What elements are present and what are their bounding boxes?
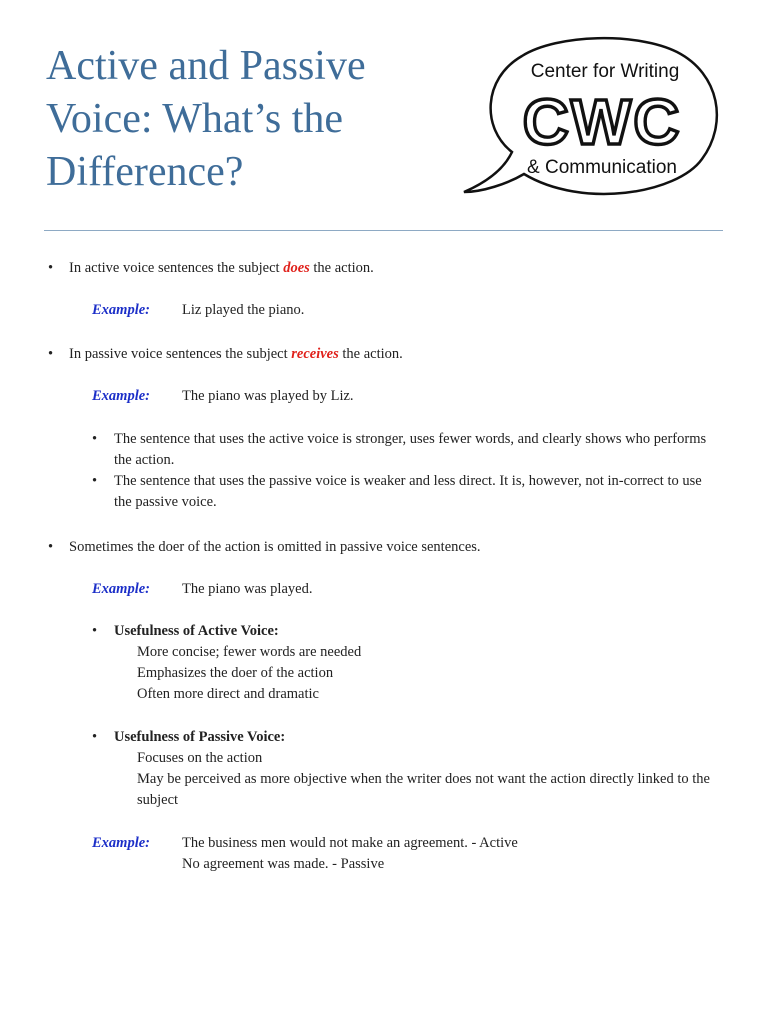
passive-text-before: In passive voice sentences the subject (69, 346, 292, 362)
note-passive (92, 471, 712, 513)
passive-usefulness (92, 727, 722, 811)
example-active (92, 300, 304, 321)
example-line-passive: No agreement was made. - Passive (182, 856, 385, 872)
list-item: Often more direct and dramatic (137, 686, 319, 702)
bullet-dot: • (92, 473, 98, 489)
passive-usefulness-heading (92, 727, 722, 748)
passive-emphasis: receives (291, 346, 339, 362)
example-text: The piano was played. (182, 581, 313, 597)
title-line-3: Difference? (46, 149, 244, 195)
doer-omitted-text: Sometimes the doer of the action is omitted in passive voice sentences. (69, 539, 481, 555)
note-text: The sentence that uses the passive voice is weaker and less direct. It is, however, not in-correct to use the passive voice. (114, 473, 702, 510)
active-usefulness (92, 621, 722, 705)
active-text-before: In active voice sentences the subject (69, 260, 284, 276)
bullet-dot: • (92, 623, 98, 639)
example-label: Example: (92, 581, 150, 597)
example-omitted (92, 579, 312, 600)
page-title (46, 40, 446, 199)
example-label: Example: (92, 388, 150, 404)
example-line-active: The business men would not make an agreement. - Active (182, 835, 518, 851)
example-text: The piano was played by Liz. (182, 388, 354, 404)
logo-bottom-text: & Communication (527, 157, 677, 178)
bullet-dot: • (92, 729, 98, 745)
comparison-notes (92, 429, 712, 513)
example-label: Example: (92, 302, 150, 318)
bullet-dot: • (48, 346, 54, 362)
example-passive (92, 386, 354, 407)
speech-bubble-logo-icon (462, 24, 730, 204)
active-usefulness-heading (92, 621, 722, 642)
logo-top-text: Center for Writing (530, 61, 680, 82)
list-item: More concise; fewer words are needed (137, 644, 362, 660)
active-text-after: the action. (309, 260, 374, 276)
bullet-passive-voice (48, 344, 403, 365)
example-final-lines (182, 833, 518, 875)
header-divider (44, 230, 723, 231)
note-active (92, 429, 712, 471)
list-item: May be perceived as more objective when the writer does not want the action directly linked to the subject (137, 771, 710, 808)
bullet-dot: • (48, 260, 54, 276)
title-line-2: Voice: What’s the (46, 96, 344, 142)
example-final-label (92, 833, 182, 854)
heading-text: Usefulness of Passive Voice: (114, 729, 286, 745)
logo-acronym: CWC (522, 86, 682, 158)
title-line-1: Active and Passive (46, 43, 366, 89)
bullet-active-voice (48, 258, 374, 279)
heading-text: Usefulness of Active Voice: (114, 623, 279, 639)
note-text: The sentence that uses the active voice is stronger, uses fewer words, and clearly shows who performs the action. (114, 431, 707, 468)
bullet-dot: • (92, 431, 98, 447)
cwc-logo (462, 24, 730, 204)
bullet-doer-omitted (48, 537, 481, 558)
passive-text-after: the action. (338, 346, 403, 362)
list-item: Focuses on the action (137, 750, 263, 766)
active-emphasis: does (283, 260, 310, 276)
list-item: Emphasizes the doer of the action (137, 665, 334, 681)
example-label: Example: (92, 835, 150, 851)
bullet-dot: • (48, 539, 54, 555)
example-text: Liz played the piano. (182, 302, 305, 318)
